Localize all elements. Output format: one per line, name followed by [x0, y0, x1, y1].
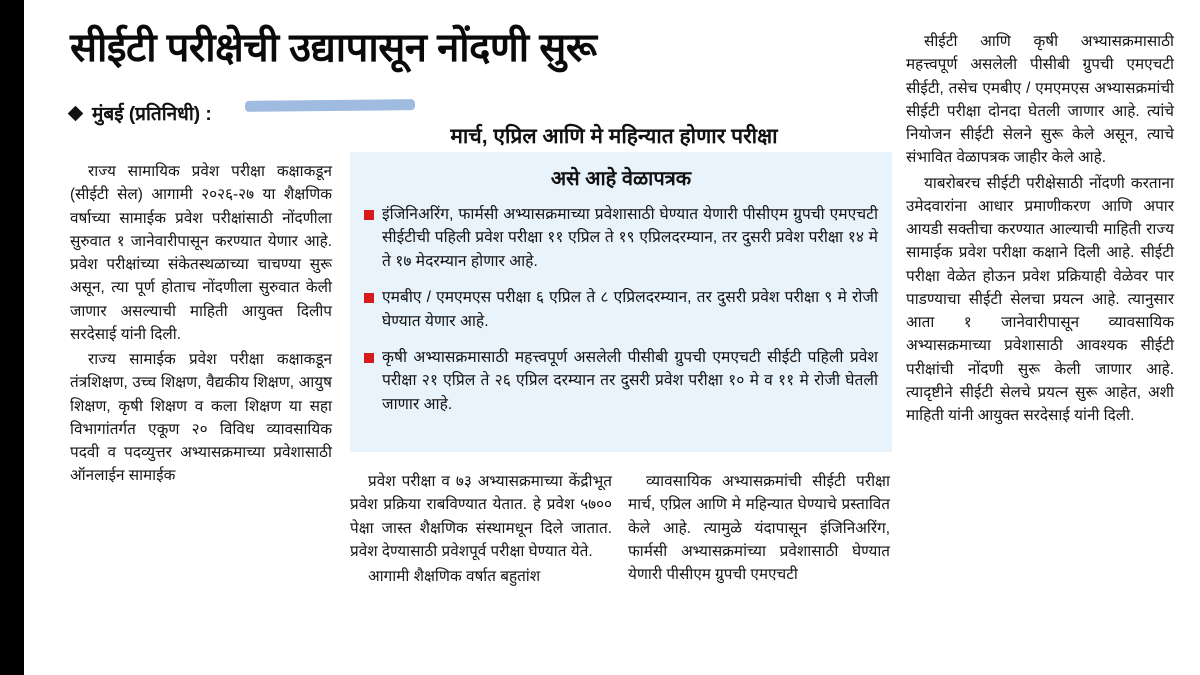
- list-item: [364, 286, 878, 333]
- left-edge-bar: [0, 0, 24, 675]
- headline-area: [70, 26, 850, 71]
- square-bullet-icon: [364, 293, 374, 303]
- article-sheet: [24, 0, 1190, 675]
- paragraph: व्यावसायिक अभ्यासक्रमांची सीईटी परीक्षा मार्च, एप्रिल आणि मे महिन्यात घेण्याचे प्रस्तावित केले आहे. त्यामुळे यंदापासून इंजिनिअरिंग, फार्मसी अभ्यासक्रमांच्या प्रवेशासाठी घेण्यात येणारी पीसीएम ग्रुपची एमएचटी: [628, 473, 890, 583]
- byline: [70, 100, 212, 126]
- right-edge-bar: [1190, 0, 1200, 675]
- article-column-4: [906, 30, 1174, 429]
- article-column-2: [350, 470, 612, 590]
- paragraph: आगामी शैक्षणिक वर्षात बहुतांश: [368, 568, 541, 585]
- schedule-box-title: असे आहे वेळापत्रक: [550, 168, 692, 190]
- diamond-bullet-icon: [68, 105, 84, 121]
- list-item-text: एमबीए / एमएमएस परीक्षा ६ एप्रिल ते ८ एप्रिलदरम्यान, तर दुसरी प्रवेश परीक्षा ९ मे रोजी घेण्यात येणार आहे.: [382, 289, 878, 330]
- list-item: [364, 346, 878, 416]
- page-title: सीईटी परीक्षेची उद्यापासून नोंदणी सुरू: [70, 26, 597, 70]
- paragraph: याबरोबरच सीईटी परीक्षेसाठी नोंदणी करताना उमेदवारांना आधार प्रमाणीकरण आणि अपार आयडी सक्तीचा करण्यात आल्याची माहिती राज्य सामाईक प्रवेश परीक्षा कक्षाने दिली आहे. सीईटी परीक्षा वेळेत होऊन प्रवेश प्रक्रियाही वेळेवर पार पाडण्याचा सीईटी सेलचा प्रयत्न आहे. त्यानुसार आता १ जानेवारीपासून व्यावसायिक अभ्यासक्रमाच्या प्रवेशासाठी आवश्यक सीईटी परीक्षांची नोंदणी सुरू केली जाणार आहे. त्यादृष्टीने सीईटी सेलचे प्रयत्न सुरू आहेत, अशी माहिती यांनी आयुक्त सरदेसाई यांनी दिली.: [906, 174, 1174, 424]
- paragraph: राज्य सामायिक प्रवेश परीक्षा कक्षाकडून (सीईटी सेल) आगामी २०२६-२७ या शैक्षणिक वर्षाच्या सामाईक प्रवेश परीक्षांसाठी नोंदणीला सुरुवात १ जानेवारीपासून करण्यात येणार आहे. प्रवेश परीक्षांच्या संकेतस्थळाच्या चाचण्या सुरू असून, त्या पूर्ण होताच नोंदणीला सुरुवात केली जाणार असल्याची माहिती आयुक्त दिलीप सरदेसाई यांनी दिली.: [70, 163, 332, 343]
- list-item: [364, 203, 878, 273]
- schedule-highlight-box: [350, 152, 892, 452]
- subheading: मार्च, एप्रिल आणि मे महिन्यात होणार परीक्षा: [450, 125, 778, 148]
- paragraph: राज्य सामाईक प्रवेश परीक्षा कक्षाकडून तंत्रशिक्षण, उच्च शिक्षण, वैद्यकीय शिक्षण, आयुष शिक्षण, कृषी शिक्षण व कला शिक्षण या सहा विभागांतर्गत एकूण २० विविध व्यावसायिक पदवी व पदव्युत्तर अभ्यासक्रमाच्या प्रवेशासाठी ऑनलाईन सामाईक: [70, 351, 332, 485]
- square-bullet-icon: [364, 210, 374, 220]
- article-column-1: [70, 160, 332, 490]
- byline-text: मुंबई (प्रतिनिधी) :: [92, 104, 212, 125]
- headline-highlighter-mark: [245, 99, 415, 112]
- paragraph: सीईटी आणि कृषी अभ्यासक्रमासाठी महत्त्वपूर्ण असलेली पीसीबी ग्रुपची एमएचटी सीईटी, तसेच एमबीए / एमएमएस अभ्यासक्रमांची सीईटी परीक्षा दोनदा घेतली जाणार आहे. त्यांचे नियोजन सीईटी सेलने सुरू केले असून, त्याचे संभावित वेळापत्रक जाहीर केले आहे.: [906, 33, 1174, 167]
- square-bullet-icon: [364, 353, 374, 363]
- article-column-3: [628, 470, 890, 588]
- list-item-text: इंजिनिअरिंग, फार्मसी अभ्यासक्रमाच्या प्रवेशासाठी घेण्यात येणारी पीसीएम ग्रुपची एमएचटी सीईटीची पहिली प्रवेश परीक्षा ११ एप्रिल ते १९ एप्रिलदरम्यान, तर दुसरी प्रवेश परीक्षा १४ मे ते १७ मेदरम्यान होणार आहे.: [382, 206, 878, 270]
- paragraph: प्रवेश परीक्षा व ७३ अभ्यासक्रमाच्या केंद्रीभूत प्रवेश प्रक्रिया राबविण्यात येतात. हे प्रवेश ५७०० पेक्षा जास्त शैक्षणिक संस्थामधून दिले जातात. प्रवेश देण्यासाठी प्रवेशपूर्व परीक्षा घेण्यात येते.: [350, 473, 612, 560]
- list-item-text: कृषी अभ्यासक्रमासाठी महत्त्वपूर्ण असलेली पीसीबी ग्रुपची एमएचटी सीईटी पहिली प्रवेश परीक्षा २१ एप्रिल ते २६ एप्रिल दरम्यान तर दुसरी प्रवेश परीक्षा १० मे व ११ मे रोजी घेतली जाणार आहे.: [382, 348, 878, 413]
